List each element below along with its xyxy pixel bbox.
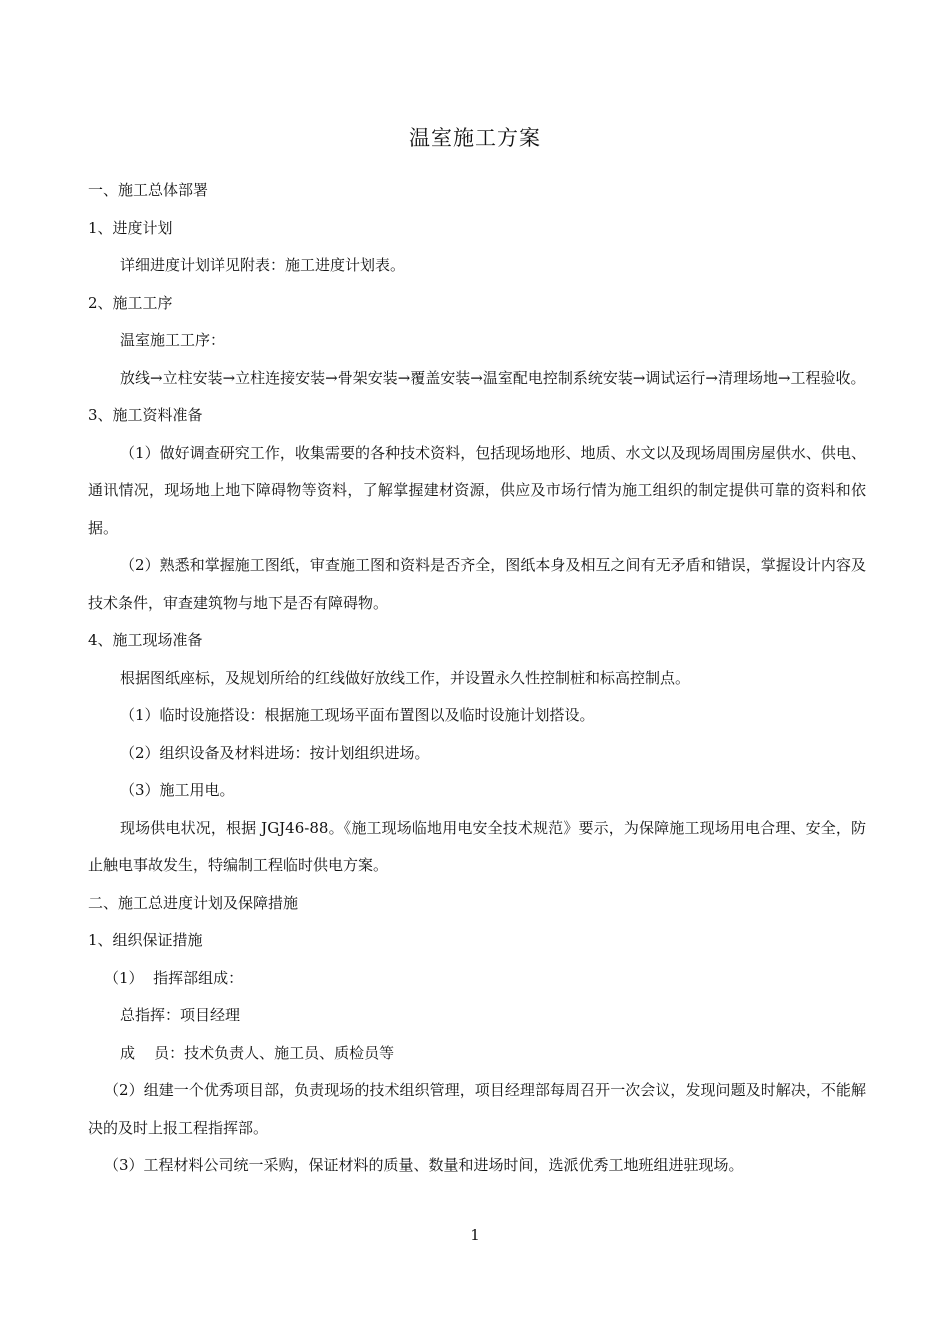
body-paragraph: （2）组织设备及材料进场：按计划组织进场。	[120, 743, 430, 762]
body-paragraph: （3）工程材料公司统一采购，保证材料的质量、数量和进场时间，选派优秀工地班组进驻现场。	[104, 1156, 744, 1174]
document-title: 温室施工方案	[409, 126, 541, 150]
subsection-heading: 1、进度计划	[88, 218, 173, 237]
body-paragraph: （1） 指挥部组成：	[104, 968, 244, 987]
body-paragraph: （3）施工用电。	[120, 781, 235, 799]
body-paragraph: 温室施工工序：	[120, 331, 226, 349]
body-paragraph: 成 员：技术负责人、施工员、质检员等	[120, 1043, 395, 1062]
body-paragraph: 总指挥：项目经理	[120, 1006, 241, 1024]
page-number: 1	[470, 1226, 480, 1244]
body-paragraph: （2）组建一个优秀项目部，负责现场的技术组织管理，项目经理部每周召开一次会议，发现问题及时解决，不能解决的及时上报工程指挥部。	[88, 1081, 866, 1137]
document-body	[88, 172, 866, 1185]
subsection-heading: 2、施工工序	[88, 293, 173, 312]
body-paragraph: 现场供电状况，根据 JGJ46-88。《施工现场临地用电安全技术规范》要示，为保障施工现场用电合理、安全，防止触电事故发生，特编制工程临时供电方案。	[88, 818, 866, 874]
body-paragraph: 放线→立柱安装→立柱连接安装→骨架安装→覆盖安装→温室配电控制系统安装→调试运行→清理场地→工程验收。	[120, 368, 866, 387]
body-paragraph: （1）临时设施搭设：根据施工现场平面布置图以及临时设施计划搭设。	[120, 706, 595, 724]
subsection-heading: 4、施工现场准备	[88, 631, 203, 649]
subsection-heading: 3、施工资料准备	[88, 406, 203, 424]
section-heading: 一、施工总体部署	[88, 181, 209, 199]
body-paragraph: 详细进度计划详见附表：施工进度计划表。	[120, 256, 406, 274]
subsection-heading: 1、组织保证措施	[88, 931, 203, 949]
section-heading: 二、施工总进度计划及保障措施	[88, 893, 299, 912]
body-paragraph: （2）熟悉和掌握施工图纸，审查施工图和资料是否齐全，图纸本身及相互之间有无矛盾和错误，掌握设计内容及技术条件，审查建筑物与地下是否有障碍物。	[88, 556, 866, 612]
body-paragraph: （1）做好调查研究工作，收集需要的各种技术资料，包括现场地形、地质、水文以及现场周围房屋供水、供电、通讯情况，现场地上地下障碍物等资料，了解掌握建材资源，供应及市场行情为施工组织的制定提供可靠的资料和依据。	[88, 443, 866, 537]
body-paragraph: 根据图纸座标，及规划所给的红线做好放线工作，并设置永久性控制桩和标高控制点。	[120, 668, 691, 687]
